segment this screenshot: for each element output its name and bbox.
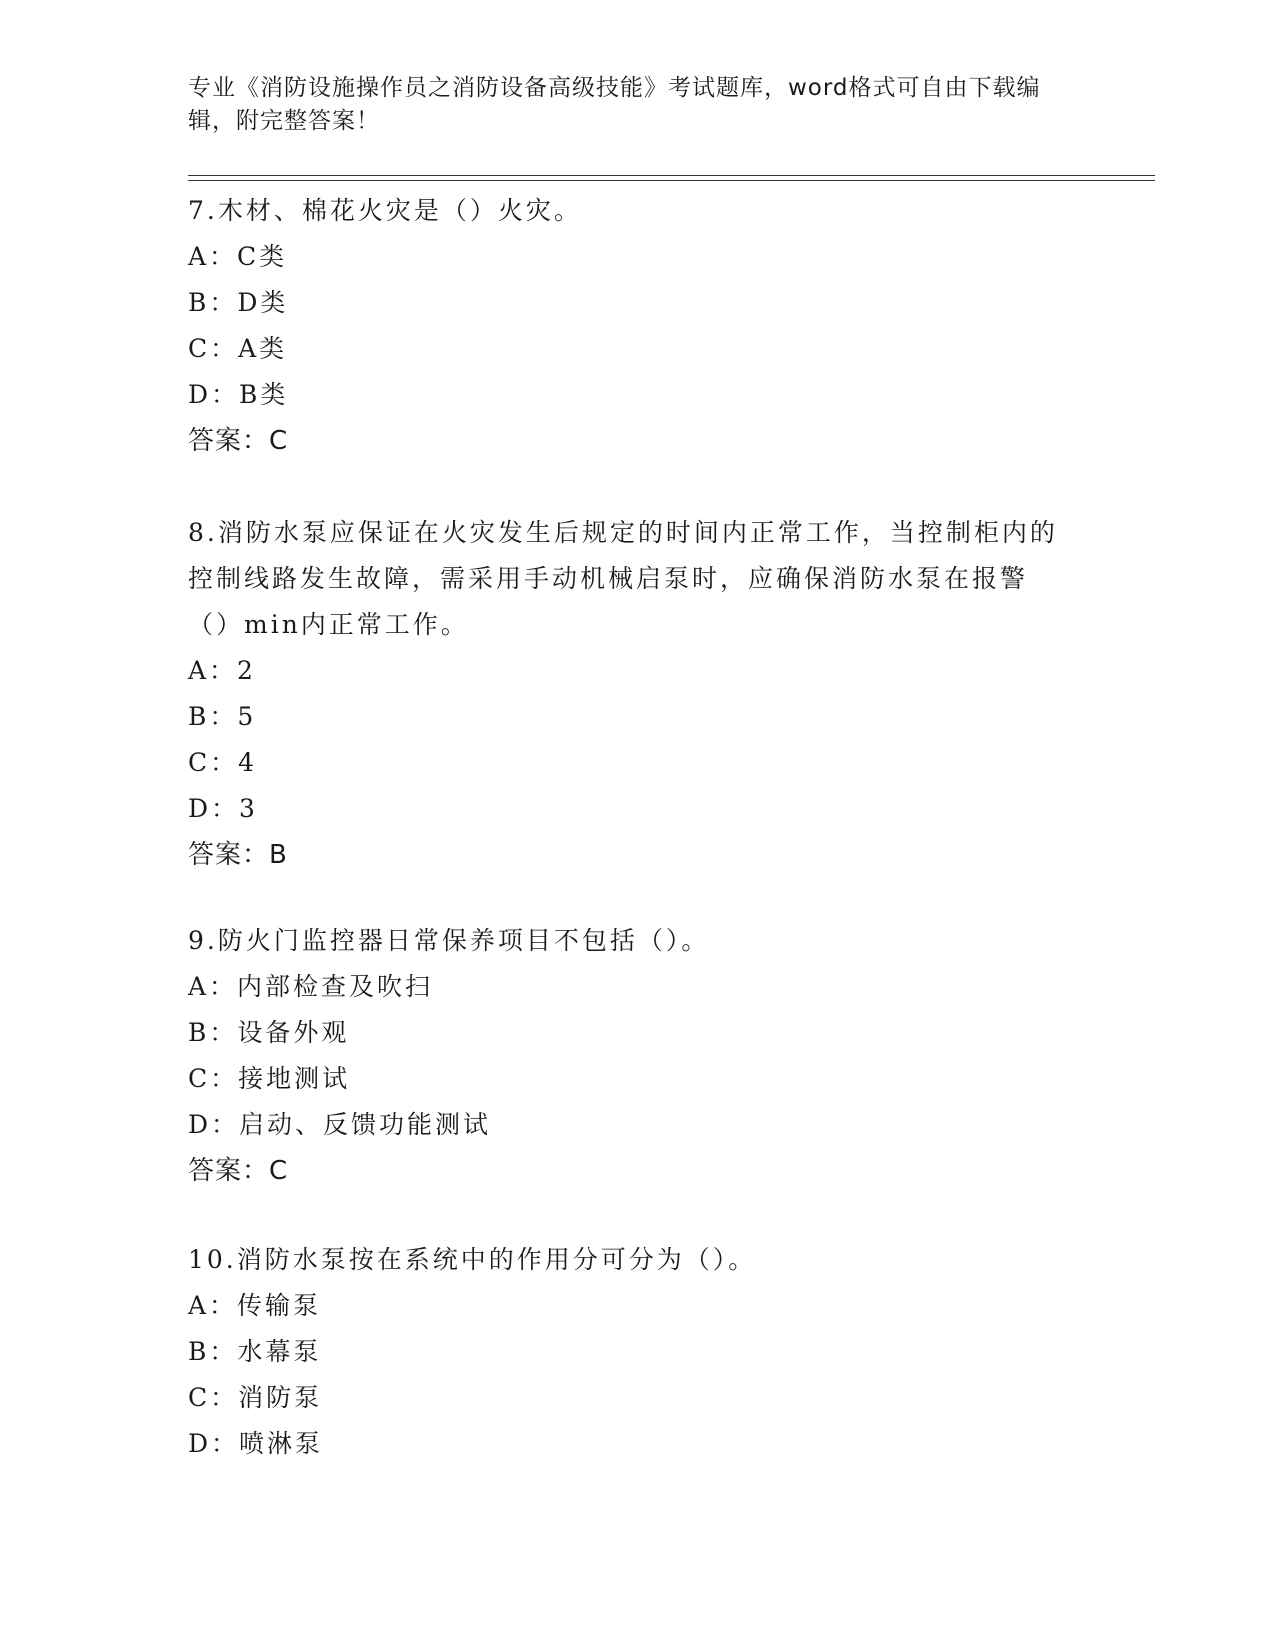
header-rule-bottom bbox=[188, 180, 1155, 181]
option-a: A：内部检查及吹扫 bbox=[188, 972, 434, 1001]
option-b: B：水幕泵 bbox=[188, 1337, 322, 1366]
option-c: C：4 bbox=[188, 748, 258, 777]
option-a: A：C类 bbox=[188, 242, 288, 271]
option-b: B：设备外观 bbox=[188, 1018, 350, 1047]
answer: 答案：C bbox=[188, 426, 289, 456]
question-stem: 9.防火门监控器日常保养项目不包括（）。 bbox=[188, 926, 710, 955]
option-a: A：传输泵 bbox=[188, 1291, 322, 1320]
answer: 答案：C bbox=[188, 1156, 289, 1186]
question-9 bbox=[188, 918, 1068, 1194]
option-d: D：喷淋泵 bbox=[188, 1429, 324, 1458]
question-stem: 10.消防水泵按在系统中的作用分可分为（）。 bbox=[188, 1245, 757, 1274]
header-intro: 专业《消防设施操作员之消防设备高级技能》考试题库，word格式可自由下载编辑，附完整答案！ bbox=[188, 75, 1041, 134]
option-b: B：D类 bbox=[188, 288, 289, 317]
header-rule-top bbox=[188, 175, 1155, 176]
question-7 bbox=[188, 188, 1068, 464]
option-c: C：A类 bbox=[188, 334, 288, 363]
question-8 bbox=[188, 510, 1068, 878]
question-stem: 7.木材、棉花火灾是（）火灾。 bbox=[188, 196, 582, 225]
option-d: D：启动、反馈功能测试 bbox=[188, 1110, 492, 1139]
question-10 bbox=[188, 1237, 1068, 1467]
option-c: C：消防泵 bbox=[188, 1383, 323, 1412]
option-d: D：B类 bbox=[188, 380, 289, 409]
option-a: A：2 bbox=[188, 656, 256, 685]
answer: 答案：B bbox=[188, 840, 288, 870]
question-stem: 8.消防水泵应保证在火灾发生后规定的时间内正常工作，当控制柜内的控制线路发生故障，需采用手动机械启泵时，应确保消防水泵在报警（）min内正常工作。 bbox=[188, 518, 1058, 639]
option-c: C：接地测试 bbox=[188, 1064, 351, 1093]
option-b: B：5 bbox=[188, 702, 257, 731]
option-d: D：3 bbox=[188, 794, 258, 823]
